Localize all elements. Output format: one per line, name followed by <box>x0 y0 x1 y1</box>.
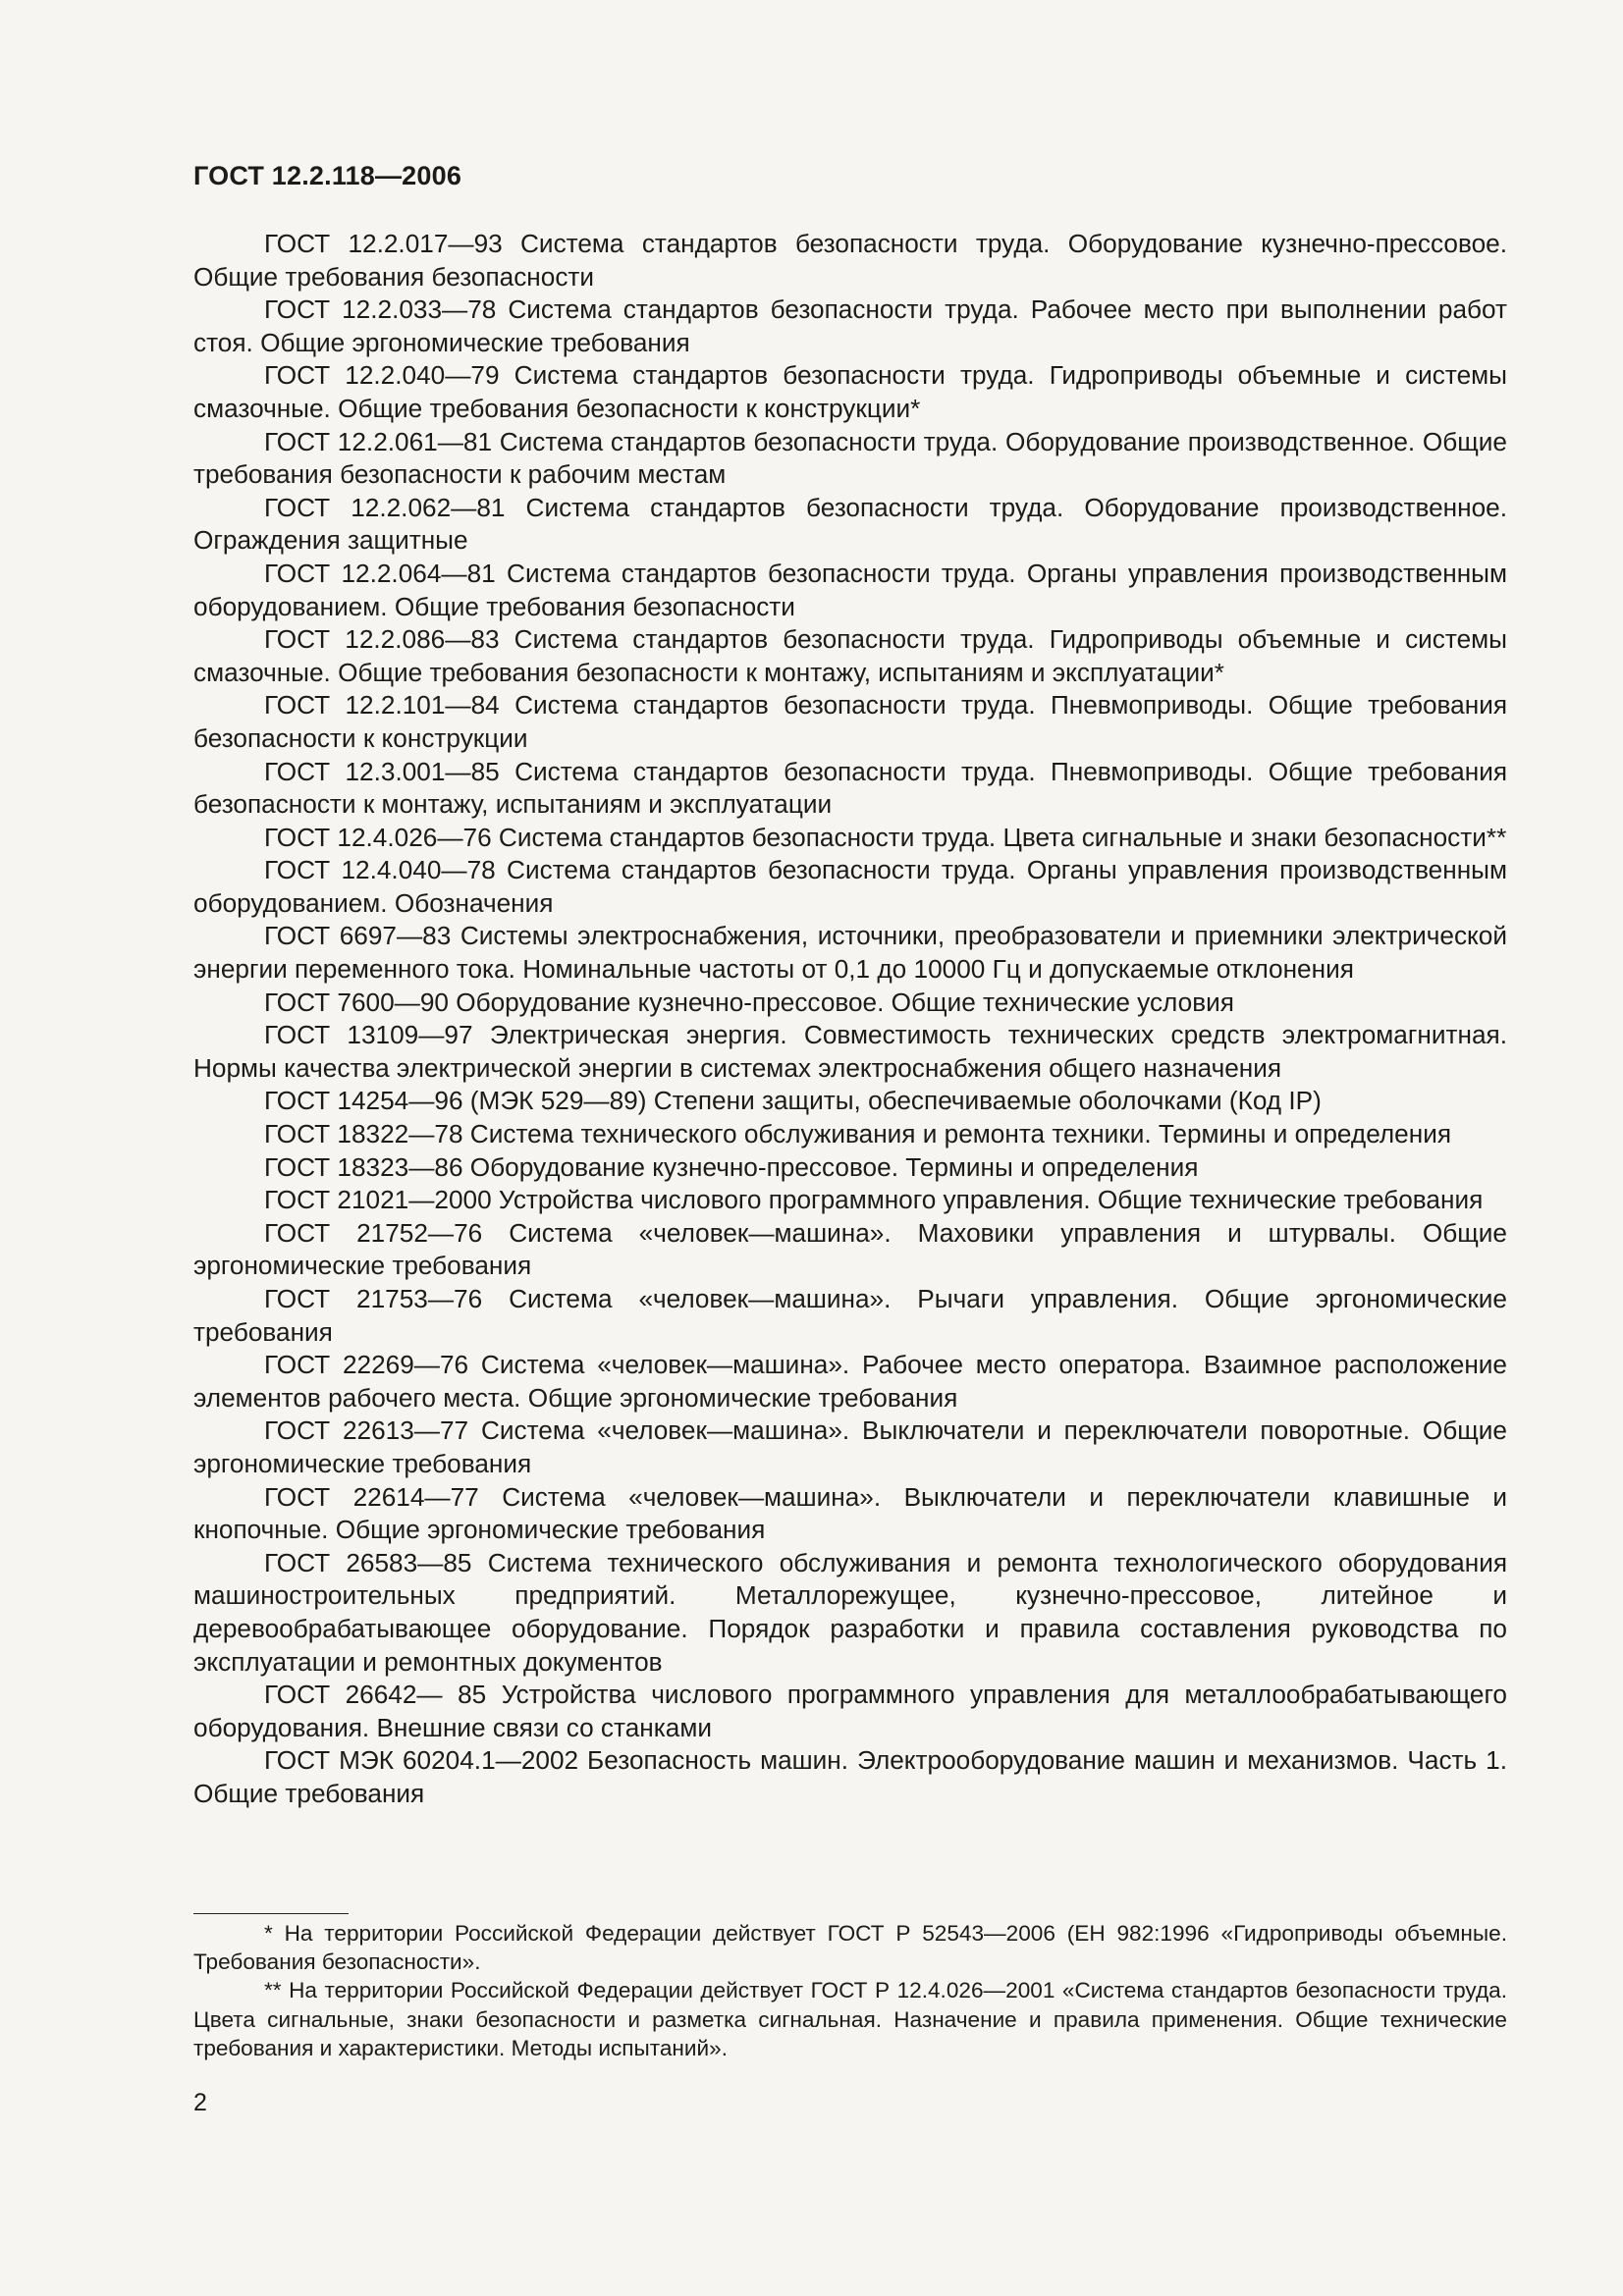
footnote-item: * На территории Российской Федерации действует ГОСТ Р 52543—2006 (ЕН 982:1996 «Гидроприводы объемные. Требования безопасности». <box>193 1921 1507 1975</box>
reference-item: ГОСТ 12.4.040—78 Система стандартов безопасности труда. Органы управления производственным оборудованием. Обозначения <box>193 855 1507 918</box>
reference-item: ГОСТ 12.2.101—84 Система стандартов безопасности труда. Пневмоприводы. Общие требования безопасности к конструкции <box>193 690 1507 753</box>
reference-item: ГОСТ 21752—76 Система «человек—машина». Маховики управления и штурвалы. Общие эргономические требования <box>193 1217 1507 1281</box>
reference-item: ГОСТ 12.2.061—81 Система стандартов безопасности труда. Оборудование производственное. Общие требования безопасности к рабочим местам <box>193 426 1507 490</box>
reference-item: ГОСТ 12.2.086—83 Система стандартов безопасности труда. Гидроприводы объемные и системы смазочные. Общие требования безопасности к монтажу, испытаниям и эксплуатации* <box>193 624 1507 687</box>
reference-item: ГОСТ 12.2.033—78 Система стандартов безопасности труда. Рабочее место при выполнении работ стоя. Общие эргономические требования <box>193 294 1507 357</box>
reference-item: ГОСТ 22614—77 Система «человек—машина». Выключатели и переключатели клавишные и кнопочные. Общие эргономические требования <box>193 1481 1507 1545</box>
reference-item: ГОСТ 21021—2000 Устройства числового программного управления. Общие технические требования <box>264 1185 1484 1215</box>
reference-item: ГОСТ 26642— 85 Устройства числового программного управления для металлообрабатывающего оборудования. Внешние связи со станками <box>193 1680 1507 1742</box>
reference-item: ГОСТ 21753—76 Система «человек—машина». Рычаги управления. Общие эргономические требования <box>193 1284 1507 1347</box>
page-number: 2 <box>193 2089 207 2116</box>
reference-item: ГОСТ 12.4.026—76 Система стандартов безопасности труда. Цвета сигнальные и знаки безопасности** <box>264 822 1507 852</box>
reference-item: ГОСТ 13109—97 Электрическая энергия. Совместимость технических средств электромагнитная. Нормы качества электрической энергии в системах электроснабжения общего назначения <box>193 1020 1507 1083</box>
reference-item: ГОСТ МЭК 60204.1—2002 Безопасность машин. Электрооборудование машин и механизмов. Часть 1. Общие требования <box>193 1745 1507 1808</box>
reference-item: ГОСТ 12.2.062—81 Система стандартов безопасности труда. Оборудование производственное. Ограждения защитные <box>193 492 1507 556</box>
reference-item: ГОСТ 14254—96 (МЭК 529—89) Степени защиты, обеспечиваемые оболочками (Код IP) <box>264 1086 1322 1116</box>
reference-item: ГОСТ 7600—90 Оборудование кузнечно-прессовое. Общие технические условия <box>264 987 1234 1017</box>
reference-list <box>193 228 1507 1811</box>
footnote-separator <box>193 1913 349 1914</box>
footnote-list <box>193 1919 1507 2062</box>
reference-item: ГОСТ 18323—86 Оборудование кузнечно-прессовое. Термины и определения <box>264 1151 1199 1182</box>
reference-item: ГОСТ 22613—77 Система «человек—машина». Выключатели и переключатели поворотные. Общие эргономические требования <box>193 1415 1507 1478</box>
reference-item: ГОСТ 12.2.064—81 Система стандартов безопасности труда. Органы управления производственным оборудованием. Общие требования безопасности <box>193 558 1507 621</box>
reference-item: ГОСТ 22269—76 Система «человек—машина». Рабочее место оператора. Взаимное расположение элементов рабочего места. Общие эргономические требования <box>193 1350 1507 1413</box>
footnote-item: ** На территории Российской Федерации действует ГОСТ Р 12.4.026—2001 «Система стандартов безопасности труда. Цвета сигнальные, знаки безопасности и разметка сигнальная. Назначение и правила применения. Общие технические требования и характеристики. Методы испытаний». <box>193 1978 1507 2060</box>
reference-item: ГОСТ 26583—85 Система технического обслуживания и ремонта технологического оборудования машиностроительных предприятий. Металлорежущее, кузнечно-прессовое, литейное и деревообрабатывающее оборудование. Порядок разработки и правила составления руководства по эксплуатации и ремонтных документов <box>193 1547 1507 1677</box>
reference-item: ГОСТ 18322—78 Система технического обслуживания и ремонта техники. Термины и определения <box>264 1119 1452 1149</box>
document-header: ГОСТ 12.2.118—2006 <box>193 161 462 190</box>
reference-item: ГОСТ 6697—83 Системы электроснабжения, источники, преобразователи и приемники электрической энергии переменного тока. Номинальные частоты от 0,1 до 10000 Гц и допускаемые отклонения <box>193 921 1507 985</box>
reference-item: ГОСТ 12.2.017—93 Система стандартов безопасности труда. Оборудование кузнечно-прессовое. Общие требования безопасности <box>193 229 1507 292</box>
reference-item: ГОСТ 12.3.001—85 Система стандартов безопасности труда. Пневмоприводы. Общие требования безопасности к монтажу, испытаниям и эксплуатации <box>193 756 1507 820</box>
reference-item: ГОСТ 12.2.040—79 Система стандартов безопасности труда. Гидроприводы объемные и системы смазочные. Общие требования безопасности к конструкции* <box>193 360 1507 423</box>
